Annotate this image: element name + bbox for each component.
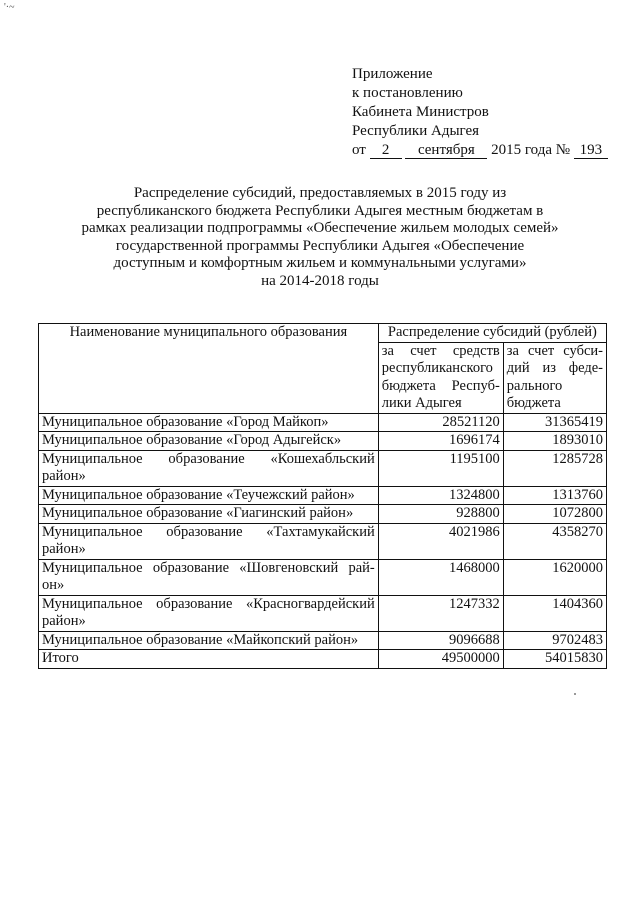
table-header-row xyxy=(39,324,607,343)
row-federal: 1893010 xyxy=(503,432,606,451)
appendix-line: Кабинета Министров xyxy=(352,104,489,120)
table-row xyxy=(39,450,607,486)
header-republican: за счет средств республиканского бюджета Респуб-лики Адыгея xyxy=(378,342,503,413)
title-line: доступным и комфортным жильем и коммунальными услугами» xyxy=(113,255,527,271)
header-municipality: Наименование муниципального образования xyxy=(39,324,379,414)
appendix-date-line xyxy=(352,141,608,160)
row-name: Муниципальное образование «Майкопский район» xyxy=(39,631,379,650)
date-year: 2015 года № xyxy=(491,142,571,158)
appendix-line: к постановлению xyxy=(352,85,463,101)
row-federal: 9702483 xyxy=(503,631,606,650)
date-month: сентября xyxy=(405,143,487,159)
row-republican: 1468000 xyxy=(378,559,503,595)
total-federal: 54015830 xyxy=(503,650,606,669)
table-row xyxy=(39,505,607,524)
row-republican: 9096688 xyxy=(378,631,503,650)
row-federal: 31365419 xyxy=(503,413,606,432)
title-line: рамках реализации подпрограммы «Обеспечение жильем молодых семей» xyxy=(81,220,559,236)
total-label: Итого xyxy=(39,650,379,669)
row-republican: 28521120 xyxy=(378,413,503,432)
subsidies-table xyxy=(38,323,607,669)
table-row xyxy=(39,523,607,559)
title-line: республиканского бюджета Республики Адыгея местным бюджетам в xyxy=(96,202,544,219)
total-republican: 49500000 xyxy=(378,650,503,669)
row-federal: 1285728 xyxy=(503,450,606,486)
row-federal: 1313760 xyxy=(503,486,606,505)
row-republican: 1247332 xyxy=(378,595,503,631)
row-name: Муниципальное образование «Шовгеновский рай-он» xyxy=(39,559,379,595)
row-name: Муниципальное образование «Тахтамукайский район» xyxy=(39,523,379,559)
title-line: государственной программы Республики Адыгея «Обеспечение xyxy=(115,237,525,254)
row-republican: 1324800 xyxy=(378,486,503,505)
row-name: Муниципальное образование «Кошехабльский район» xyxy=(39,450,379,486)
document-title xyxy=(60,185,580,290)
table-row xyxy=(39,413,607,432)
row-name: Муниципальное образование «Гиагинский район» xyxy=(39,505,379,524)
corner-mark: '·~ xyxy=(4,2,15,13)
row-federal: 1620000 xyxy=(503,559,606,595)
date-prefix: от xyxy=(352,142,366,158)
header-distribution: Распределение субсидий (рублей) xyxy=(378,324,606,343)
title-line: на 2014-2018 годы xyxy=(261,272,379,289)
appendix-line: Приложение xyxy=(352,66,433,82)
row-republican: 4021986 xyxy=(378,523,503,559)
row-federal: 1072800 xyxy=(503,505,606,524)
appendix-block xyxy=(352,65,608,160)
row-republican: 1696174 xyxy=(378,432,503,451)
row-federal: 1404360 xyxy=(503,595,606,631)
document-number: 193 xyxy=(574,143,608,159)
table-row xyxy=(39,432,607,451)
row-republican: 1195100 xyxy=(378,450,503,486)
row-name: Муниципальное образование «Теучежский район» xyxy=(39,486,379,505)
appendix-line: Республики Адыгея xyxy=(352,123,480,139)
row-name: Муниципальное образование «Город Адыгейск» xyxy=(39,432,379,451)
scan-speck xyxy=(574,693,576,695)
table-row xyxy=(39,595,607,631)
table-total-row xyxy=(39,650,607,669)
row-federal: 4358270 xyxy=(503,523,606,559)
row-name: Муниципальное образование «Город Майкоп» xyxy=(39,413,379,432)
table-row xyxy=(39,559,607,595)
table-row xyxy=(39,486,607,505)
title-line: Распределение субсидий, предоставляемых в 2015 году из xyxy=(133,185,507,201)
table-row xyxy=(39,631,607,650)
row-republican: 928800 xyxy=(378,505,503,524)
date-day: 2 xyxy=(370,143,402,159)
header-federal: за счет субси-дий из феде-рального бюджета xyxy=(503,342,606,413)
row-name: Муниципальное образование «Красногвардейский район» xyxy=(39,595,379,631)
